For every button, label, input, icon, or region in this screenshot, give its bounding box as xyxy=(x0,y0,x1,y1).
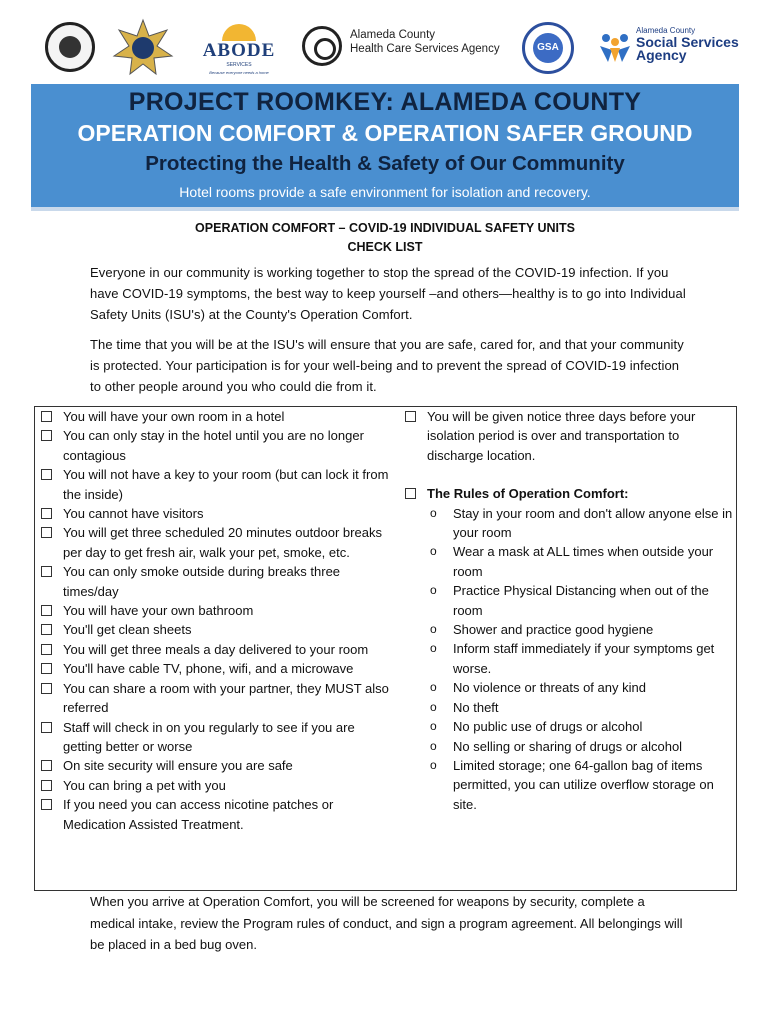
checkbox[interactable] xyxy=(41,527,52,538)
checkbox[interactable] xyxy=(41,508,52,519)
bullet-icon: o xyxy=(430,699,437,714)
title-line1: OPERATION COMFORT – COVID-19 INDIVIDUAL SAFETY UNITS xyxy=(195,221,575,235)
checklist-item xyxy=(39,465,393,504)
checklist-item xyxy=(39,523,393,562)
bullet-icon: o xyxy=(430,738,437,753)
rule-text: Limited storage; one 64-gallon bag of items permitted, you can utilize overflow storage on site. xyxy=(453,757,714,812)
hcsa-seal-logo xyxy=(302,26,342,66)
project-banner xyxy=(31,84,739,211)
rule-text: No violence or threats of any kind xyxy=(453,680,646,696)
checklist-item xyxy=(39,601,393,620)
checklist-item-text: You'll get clean sheets xyxy=(63,622,192,638)
rule-item xyxy=(403,504,733,543)
checklist-item xyxy=(39,407,393,426)
checkbox[interactable] xyxy=(41,760,52,771)
isu-paragraph: The time that you will be at the ISU's will ensure that you are safe, cared for, and that your community is protected. Your participation is for your well-being and to prevent the spread of COVID-19 infection to other people around you who could die from it. xyxy=(90,337,684,394)
abode-tagline: Because everyone needs a home xyxy=(209,70,269,75)
rule-item xyxy=(403,737,733,756)
arrival-paragraph: When you arrive at Operation Comfort, you will be screened for weapons by security, complete a medical intake, review the Program rules of conduct, and sign a program agreement. All belongings will be placed in a bed bug oven. xyxy=(90,894,683,952)
checklist-item-text: You will have your own bathroom xyxy=(63,603,254,619)
intro-paragraph: Everyone in our community is working together to stop the spread of the COVID-19 infection. If you have COVID-19 symptoms, the best way to keep yourself –and others—healthy is to go into Individual Safety Units (ISU's) at the County's Operation Comfort. xyxy=(90,265,686,322)
checklist-item-text: You can only stay in the hotel until you are no longer contagious xyxy=(63,428,364,463)
people-icon xyxy=(598,30,632,64)
rule-item xyxy=(403,698,733,717)
checkbox[interactable] xyxy=(41,683,52,694)
hcsa-line1: Alameda County xyxy=(350,29,436,41)
checkbox[interactable] xyxy=(41,605,52,616)
bullet-icon: o xyxy=(430,505,437,520)
checklist-item xyxy=(39,562,393,601)
banner-tagline: Protecting the Health & Safety of Our Community xyxy=(145,152,625,175)
rule-text: No public use of drugs or alcohol xyxy=(453,719,643,735)
title-line2: CHECK LIST xyxy=(347,240,423,254)
banner-operations: OPERATION COMFORT & OPERATION SAFER GROUND xyxy=(77,120,693,146)
sun-icon xyxy=(222,24,256,41)
checkbox[interactable] xyxy=(41,411,52,422)
checkbox[interactable] xyxy=(41,663,52,674)
checklist-item-text: You can bring a pet with you xyxy=(63,777,226,793)
rule-item xyxy=(403,542,733,581)
checklist-item-text: You'll have cable TV, phone, wifi, and a microwave xyxy=(63,661,354,677)
checklist-item-text: If you need you can access nicotine patches or Medication Assisted Treatment. xyxy=(63,797,334,832)
hcsa-logo-text xyxy=(350,28,500,56)
rule-item xyxy=(403,620,733,639)
checklist-item-text: You can only smoke outside during breaks three times/day xyxy=(63,564,341,599)
checklist-item xyxy=(39,426,393,465)
checklist-item-text: You can share a room with your partner, they MUST also referred xyxy=(63,680,389,716)
checklist-item-text: Staff will check in on you regularly to see if you are getting better or worse xyxy=(63,719,355,754)
checklist-item xyxy=(39,659,393,678)
rule-text: Stay in your room and don't allow anyone else in your room xyxy=(453,505,733,541)
checkbox[interactable] xyxy=(41,799,52,810)
checkbox[interactable] xyxy=(405,488,416,499)
rule-item xyxy=(403,678,733,697)
checkbox[interactable] xyxy=(41,722,52,733)
checklist-item-text: You cannot have visitors xyxy=(63,506,204,522)
rule-item xyxy=(403,756,733,814)
banner-title: PROJECT ROOMKEY: ALAMEDA COUNTY xyxy=(128,88,642,116)
rule-text: Shower and practice good hygiene xyxy=(453,622,654,638)
bullet-icon: o xyxy=(430,680,437,695)
checklist-item xyxy=(39,620,393,639)
ssa-county-label: Alameda County xyxy=(636,26,696,35)
rules-title: The Rules of Operation Comfort: xyxy=(427,486,629,502)
rule-text: Practice Physical Distancing when out of the room xyxy=(453,583,709,618)
rule-text: No theft xyxy=(453,699,499,715)
hcsa-line2: Health Care Services Agency xyxy=(350,43,500,55)
rules-heading xyxy=(403,484,733,503)
abode-name: ABODE xyxy=(202,40,276,61)
checklist-item xyxy=(39,640,393,659)
bullet-icon: o xyxy=(430,544,437,559)
sheriff-badge-logo xyxy=(112,18,174,76)
checklist-item xyxy=(39,718,393,757)
checklist-right-column xyxy=(403,407,733,814)
checkbox[interactable] xyxy=(41,644,52,655)
bullet-icon: o xyxy=(430,583,437,598)
checklist-item xyxy=(39,679,393,718)
rule-text: Wear a mask at ALL times when outside your room xyxy=(453,544,714,579)
ssa-line2: Agency xyxy=(636,47,687,63)
checkbox[interactable] xyxy=(41,780,52,791)
checklist-item-text: You will have your own room in a hotel xyxy=(63,409,285,424)
checklist-item xyxy=(39,795,393,834)
checkbox[interactable] xyxy=(41,566,52,577)
rule-item xyxy=(403,639,733,678)
county-seal-logo xyxy=(45,22,95,72)
ssa-line1: Social Services xyxy=(636,34,739,50)
checklist-item-text: On site security will ensure you are safe xyxy=(63,758,293,774)
notice-text: You will be given notice three days before your isolation period is over and transportation to discharge location. xyxy=(427,409,696,463)
rule-item xyxy=(403,581,733,620)
checklist-item xyxy=(39,504,393,523)
checkbox[interactable] xyxy=(405,411,416,422)
checkbox[interactable] xyxy=(41,624,52,635)
abode-services-logo xyxy=(196,24,282,78)
rule-text: Inform staff immediately if your symptoms get worse. xyxy=(453,641,715,676)
checkbox[interactable] xyxy=(41,469,52,480)
checklist-item-text: You will not have a key to your room (but can lock it from the inside) xyxy=(63,467,389,502)
checklist-box xyxy=(34,406,737,891)
checklist-item xyxy=(39,756,393,775)
checklist-item xyxy=(403,407,733,465)
checklist-item xyxy=(39,776,393,795)
rule-text: No selling or sharing of drugs or alcohol xyxy=(453,738,683,754)
gsa-logo xyxy=(522,22,574,74)
banner-subtitle: Hotel rooms provide a safe environment for isolation and recovery. xyxy=(179,184,591,200)
rule-item xyxy=(403,717,733,736)
bullet-icon: o xyxy=(430,641,437,656)
abode-sub: SERVICES xyxy=(226,62,252,68)
logo-row xyxy=(0,14,770,78)
checklist-item-text: You will get three scheduled 20 minutes outdoor breaks per day to get fresh air, walk your pet, smoke, etc. xyxy=(63,525,382,560)
rules-list xyxy=(403,504,733,815)
ssa-logo-text xyxy=(636,36,739,62)
checklist-title xyxy=(0,219,770,257)
checklist-item-text: You will get three meals a day delivered to your room xyxy=(63,641,369,657)
bullet-icon: o xyxy=(430,757,437,772)
checklist-left-column xyxy=(39,407,393,834)
gsa-mark: GSA xyxy=(533,33,563,63)
bullet-icon: o xyxy=(430,622,437,637)
checkbox[interactable] xyxy=(41,430,52,441)
bullet-icon: o xyxy=(430,719,437,734)
